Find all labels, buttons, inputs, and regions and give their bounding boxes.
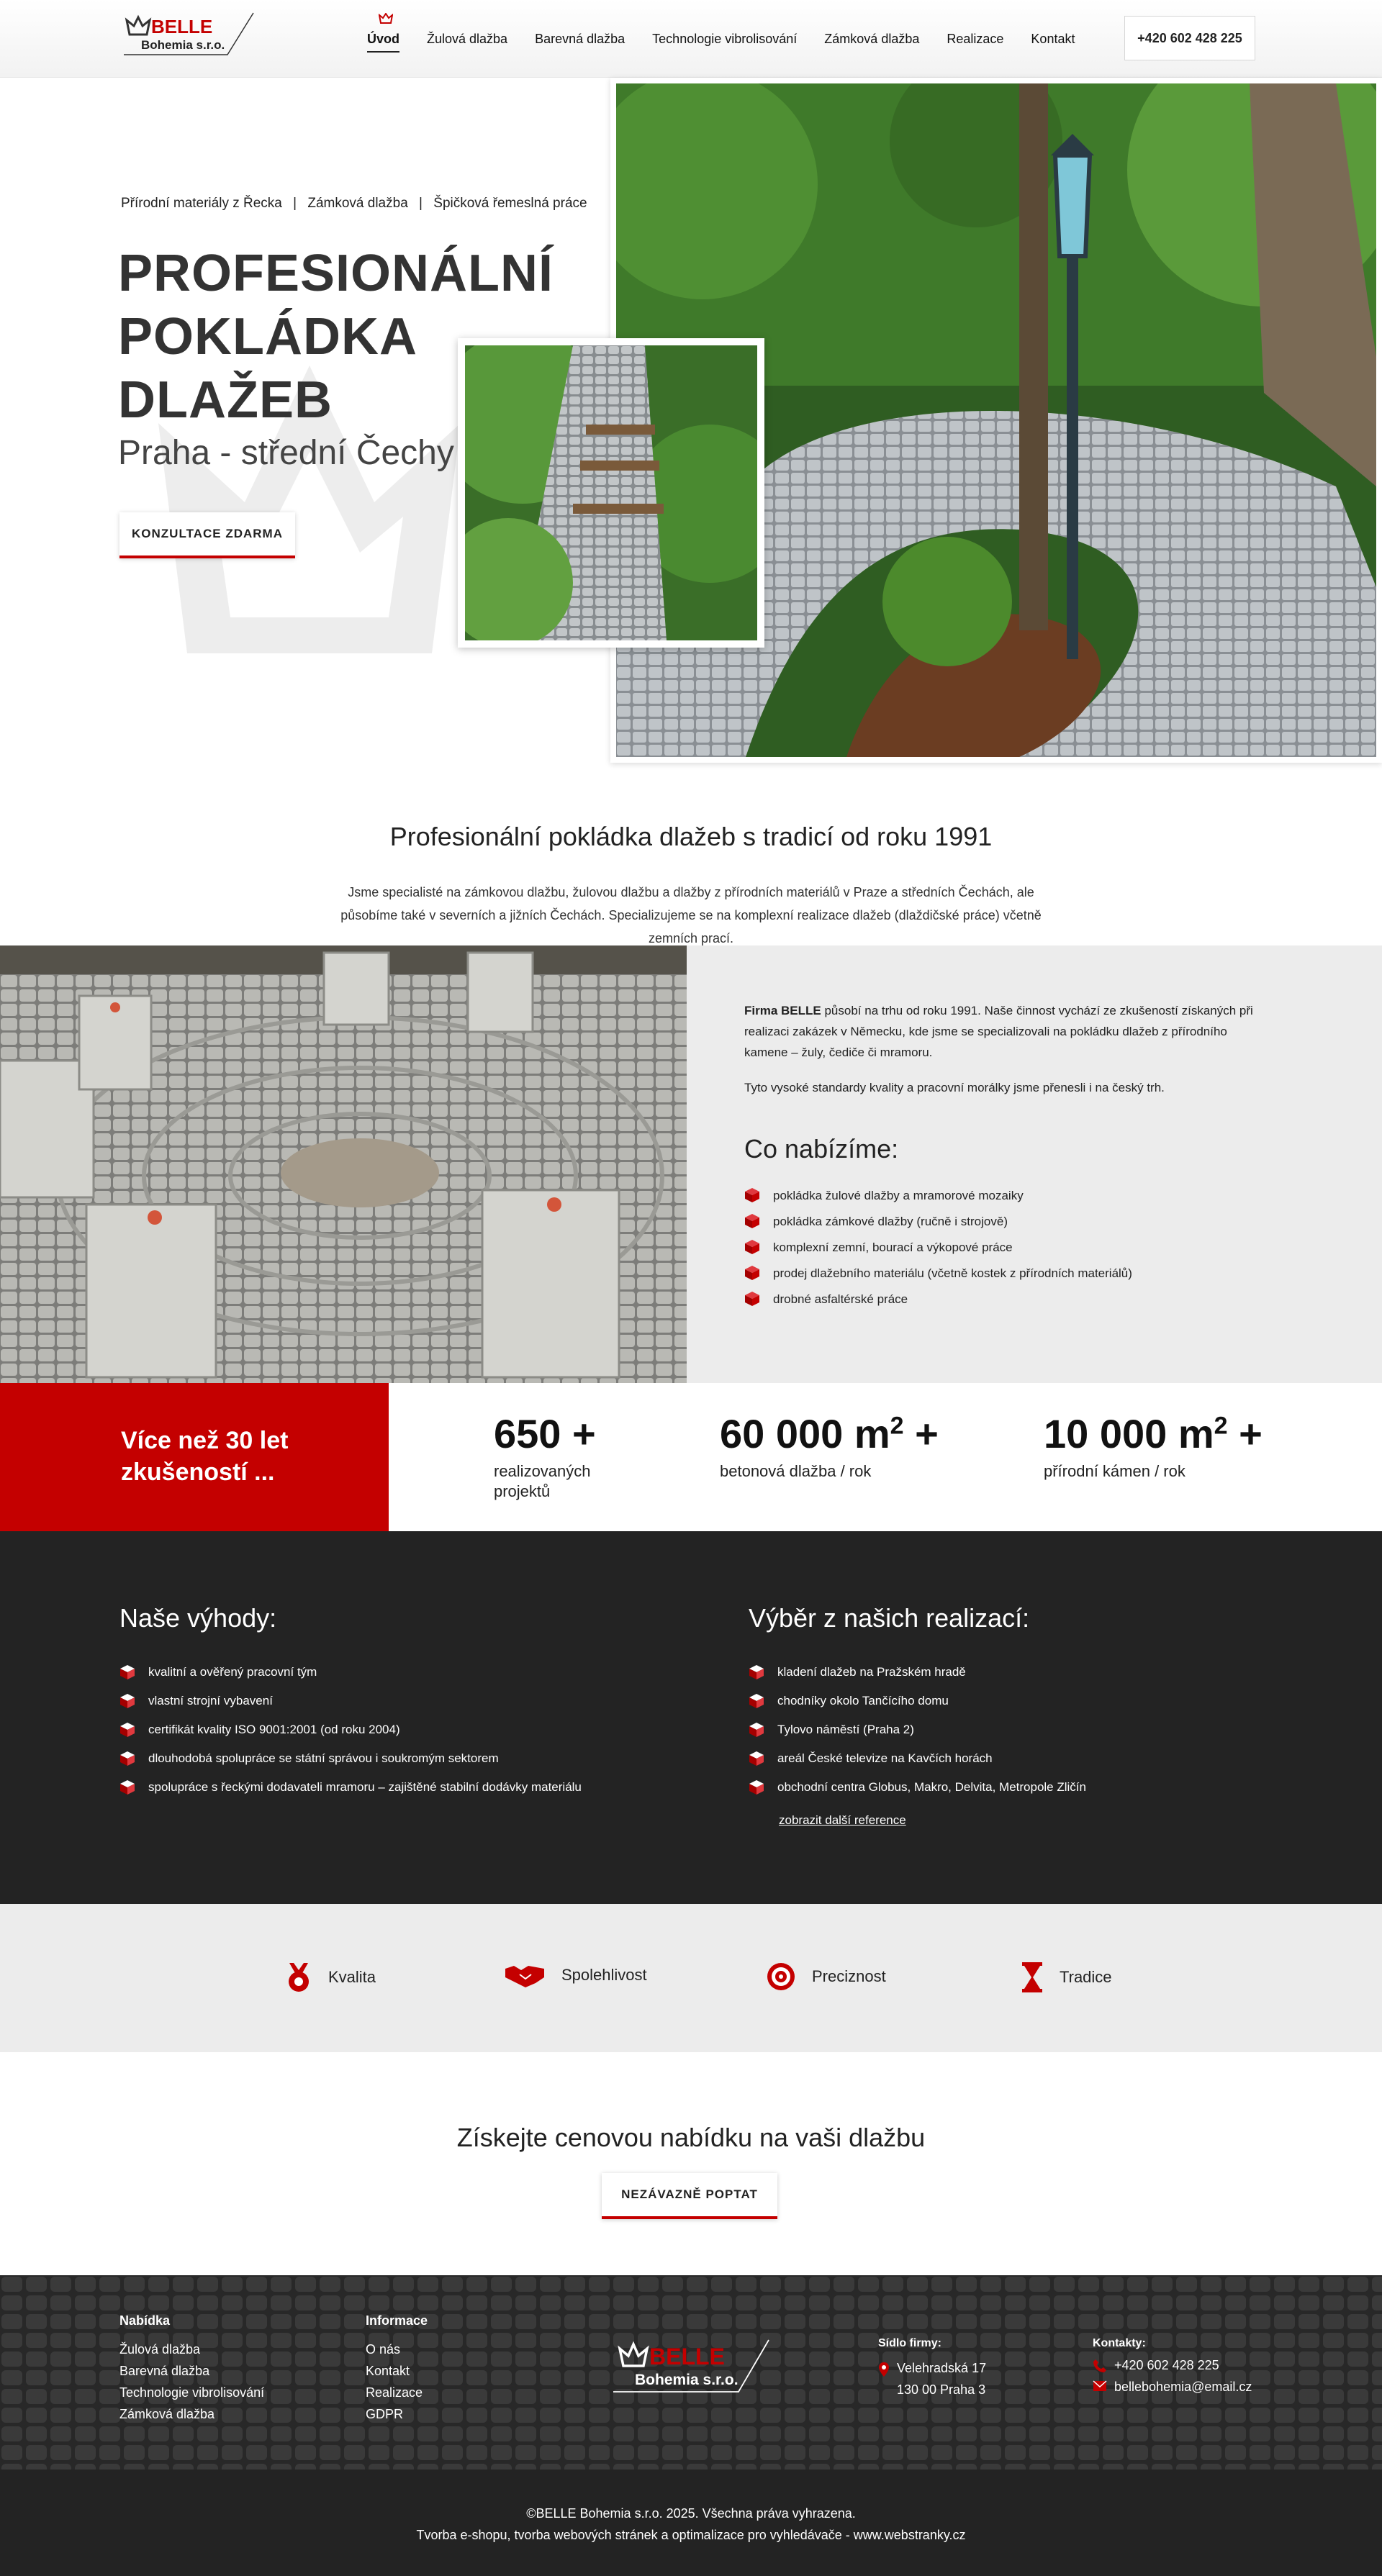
list-item-label: certifikát kvality ISO 9001:2001 (od roku 2004) <box>148 1723 400 1736</box>
crown-logo-icon <box>127 17 150 35</box>
about-p1: působí na trhu od roku 1991. Naše činnost vychází ze zkušeností získaných při realizaci zakázek v Německu, kde jsme se specializovali na pokládku dlažeb z přírodního kamene – žuly, čediče či mramoru. <box>744 1004 1253 1059</box>
medal-icon <box>285 1962 312 1993</box>
footer-contacts <box>1093 2333 1252 2398</box>
paving-photo <box>0 945 687 1383</box>
cube-bullet-icon <box>744 1187 760 1203</box>
stat-number <box>494 1410 623 1457</box>
value-label: Kvalita <box>328 1968 376 1986</box>
list-item-label: obchodní centra Globus, Makro, Delvita, Metropole Zličín <box>777 1780 1086 1794</box>
footer-heading: Kontakty: <box>1093 2337 1146 2349</box>
hero-steps-photo <box>458 338 764 648</box>
footer-link[interactable]: Realizace <box>366 2385 423 2400</box>
hourglass-icon <box>1021 1962 1044 1993</box>
address-line: Velehradská 17 <box>897 2361 987 2375</box>
references-column <box>749 1603 1296 1828</box>
advantages-heading: Naše výhody: <box>119 1603 277 1633</box>
nav-label: Úvod <box>367 31 399 46</box>
handshake-icon <box>504 1962 546 1989</box>
list-item-label: chodníky okolo Tančícího domu <box>777 1694 949 1707</box>
list-item-label: vlastní strojní vybavení <box>148 1694 273 1707</box>
firm-name: Firma BELLE <box>744 1004 821 1017</box>
cube-bullet-icon <box>744 1213 760 1229</box>
nav-item-technologie[interactable]: Technologie vibrolisování <box>652 31 798 46</box>
stat-plus: + <box>1227 1411 1263 1456</box>
email-icon <box>1093 2380 1107 2392</box>
stat-value: 650 + <box>494 1411 596 1456</box>
values-section <box>0 1904 1382 2052</box>
stat-unit-exponent: 2 <box>1214 1412 1228 1440</box>
value-label: Preciznost <box>812 1967 886 1985</box>
references-heading: Výběr z našich realizací: <box>749 1603 1030 1633</box>
cube-bullet-icon <box>749 1664 764 1680</box>
more-references-link[interactable]: zobrazit další reference <box>779 1813 906 1827</box>
hero-tagline <box>121 196 587 212</box>
stat-plus: + <box>903 1411 939 1456</box>
cube-bullet-icon <box>119 1693 135 1709</box>
value-reliability <box>504 1962 647 1989</box>
credit-link[interactable]: Tvorba e-shopu, tvorba webových stránek a optimalizace pro vyhledávače - www.webstranky.cz <box>416 2528 966 2542</box>
offer-list <box>744 1182 1257 1312</box>
hero-title-line: POKLÁDKA <box>118 308 417 366</box>
list-item <box>744 1208 1257 1234</box>
footer-link[interactable]: O nás <box>366 2342 401 2357</box>
advantages-column <box>119 1603 667 1802</box>
stat-concrete <box>720 1410 939 1482</box>
footer-link[interactable]: Zámková dlažba <box>119 2407 215 2421</box>
tagline-item: Zámková dlažba <box>307 196 408 211</box>
nav-item-zulova-dlazba[interactable]: Žulová dlažba <box>427 31 508 46</box>
list-item-label: kvalitní a ověřený pracovní tým <box>148 1665 317 1679</box>
quote-section <box>0 2052 1382 2275</box>
list-item <box>749 1773 1296 1802</box>
value-precision <box>766 1962 886 1992</box>
list-item <box>119 1658 667 1687</box>
footer-belle-logo[interactable] <box>609 2336 772 2396</box>
cube-bullet-icon <box>119 1751 135 1767</box>
tagline-item: Špičková řemeslná práce <box>433 196 587 211</box>
phone-button[interactable]: +420 602 428 225 <box>1124 16 1255 60</box>
cube-bullet-icon <box>119 1722 135 1738</box>
consultation-button[interactable]: KONZULTACE ZDARMA <box>119 512 295 558</box>
list-item <box>744 1234 1257 1260</box>
footer-link[interactable]: Technologie vibrolisování <box>119 2385 265 2400</box>
footer-heading: Informace <box>366 2313 428 2328</box>
stat-stone <box>1044 1410 1263 1482</box>
location-pin-icon <box>878 2362 890 2377</box>
list-item-label: areál České televize na Kavčích horách <box>777 1751 993 1765</box>
intro-section <box>0 725 1382 945</box>
request-quote-button[interactable]: NEZÁVAZNĚ POPTAT <box>602 2173 777 2219</box>
list-item <box>749 1658 1296 1687</box>
stat-value: 10 000 m <box>1044 1411 1214 1456</box>
footer-email-text: bellebohemia@email.cz <box>1114 2380 1252 2394</box>
footer-heading: Sídlo firmy: <box>878 2337 942 2349</box>
list-item <box>119 1744 667 1773</box>
list-item-label: dlouhodobá spolupráce se státní správou i soukromým sektorem <box>148 1751 499 1765</box>
footer-offer <box>119 2310 264 2425</box>
list-item <box>749 1687 1296 1715</box>
cube-bullet-icon <box>744 1239 760 1255</box>
value-tradition <box>1021 1962 1112 1993</box>
value-label: Tradice <box>1060 1968 1112 1986</box>
list-item <box>744 1260 1257 1286</box>
cube-bullet-icon <box>119 1664 135 1680</box>
offer-heading: Co nabízíme: <box>744 1134 899 1164</box>
cube-bullet-icon <box>744 1291 760 1307</box>
footer-link[interactable]: Barevná dlažba <box>119 2364 210 2378</box>
nav-item-realizace[interactable]: Realizace <box>947 31 1004 46</box>
svg-text:BELLE: BELLE <box>151 16 213 37</box>
target-icon <box>766 1962 796 1992</box>
stat-number <box>720 1410 939 1457</box>
tagline-separator: | <box>293 196 297 211</box>
cube-bullet-icon <box>749 1693 764 1709</box>
footer-email[interactable] <box>1093 2376 1252 2398</box>
list-item-label: pokládka zámkové dlažby (ručně i strojově) <box>773 1214 1008 1228</box>
svg-text:Bohemia s.r.o.: Bohemia s.r.o. <box>635 2372 739 2388</box>
list-item-label: prodej dlažebního materiálu (včetně kostek z přírodních materiálů) <box>773 1266 1132 1280</box>
stat-value: 60 000 m <box>720 1411 890 1456</box>
list-item-label: kladení dlažeb na Pražském hradě <box>777 1665 966 1679</box>
footer-link[interactable]: GDPR <box>366 2407 404 2421</box>
svg-text:Bohemia s.r.o.: Bohemia s.r.o. <box>141 38 225 52</box>
phone-icon <box>1093 2359 1107 2373</box>
footer-address <box>878 2357 986 2400</box>
stats-section <box>0 1383 1382 1531</box>
hero-subtitle: Praha - střední Čechy <box>118 434 454 472</box>
cube-bullet-icon <box>749 1722 764 1738</box>
list-item <box>749 1715 1296 1744</box>
footer-heading: Nabídka <box>119 2313 171 2328</box>
intro-text: Jsme specialisté na zámkovou dlažbu, žulovou dlažbu a dlažby z přírodních materiálů v Praze a středních Čechách, ale působíme také v severních a jižních Čechách. Specializujeme se na komplexní realizace dlažeb (dlaždičské práce) včetně zemních prací. <box>340 885 1042 945</box>
cube-bullet-icon <box>744 1265 760 1281</box>
quote-heading: Získejte cenovou nabídku na vaši dlažbu <box>456 2123 926 2152</box>
about-text <box>744 1000 1257 1312</box>
footer-seat <box>878 2333 986 2400</box>
list-item <box>119 1715 667 1744</box>
crown-logo-icon <box>620 2344 647 2366</box>
stat-number <box>1044 1410 1263 1457</box>
list-item <box>119 1773 667 1802</box>
cube-bullet-icon <box>749 1779 764 1795</box>
list-item-label: drobné asfaltérské práce <box>773 1292 908 1306</box>
tagline-item: Přírodní materiály z Řecka <box>121 196 282 211</box>
footer-link[interactable]: Žulová dlažba <box>119 2342 201 2357</box>
list-item-label: Tylovo náměstí (Praha 2) <box>777 1723 914 1736</box>
stat-label: přírodní kámen / rok <box>1044 1462 1185 1480</box>
about-section <box>0 945 1382 1383</box>
experience-text: Více než 30 let zkušeností ... <box>121 1427 289 1486</box>
hero-title-line: PROFESIONÁLNÍ <box>118 245 554 302</box>
address-line: 130 00 Praha 3 <box>897 2382 986 2397</box>
intro-heading: Profesionální pokládka dlažeb s tradicí od roku 1991 <box>389 822 993 851</box>
nav-item-barevna-dlazba[interactable]: Barevná dlažba <box>535 31 625 46</box>
main-nav <box>367 0 1102 78</box>
svg-text:BELLE: BELLE <box>649 2344 725 2369</box>
nav-item-kontakt[interactable]: Kontakt <box>1031 31 1075 46</box>
copyright-bar <box>0 2470 1382 2576</box>
hero-section <box>0 78 1382 725</box>
copyright-text: ©BELLE Bohemia s.r.o. 2025. Všechna práva vyhrazena. <box>526 2506 856 2521</box>
cube-bullet-icon <box>749 1751 764 1767</box>
value-quality <box>285 1962 376 1993</box>
stat-projects <box>494 1410 623 1502</box>
about-paragraph <box>744 1000 1257 1063</box>
value-label: Spolehlivost <box>561 1966 647 1984</box>
footer-info <box>366 2310 428 2425</box>
nav-item-zamkova-dlazba[interactable]: Zámková dlažba <box>824 31 920 46</box>
footer-link[interactable]: Kontakt <box>366 2364 410 2378</box>
hero-title-line: DLAŽEB <box>118 371 333 429</box>
experience-banner <box>0 1383 389 1531</box>
footer-phone-text: +420 602 428 225 <box>1114 2358 1219 2372</box>
list-item <box>744 1286 1257 1312</box>
site-header <box>0 0 1382 78</box>
list-item <box>749 1744 1296 1773</box>
site-footer <box>0 2275 1382 2470</box>
list-item-label: spolupráce s řeckými dodavateli mramoru – zajištěné stabilní dodávky materiálu <box>148 1780 582 1794</box>
nav-item-uvod[interactable] <box>367 32 399 47</box>
stat-label: betonová dlažba / rok <box>720 1462 872 1480</box>
advantages-list <box>119 1658 667 1802</box>
stat-unit-exponent: 2 <box>890 1412 904 1440</box>
list-item <box>744 1182 1257 1208</box>
references-list <box>749 1658 1296 1802</box>
tagline-separator: | <box>419 196 423 211</box>
crown-icon <box>379 13 393 24</box>
list-item-label: pokládka žulové dlažby a mramorové mozaiky <box>773 1188 1024 1202</box>
advantages-section <box>0 1531 1382 1904</box>
about-paragraph: Tyto vysoké standardy kvality a pracovní morálky jsme přenesli i na český trh. <box>744 1081 1165 1094</box>
footer-phone[interactable] <box>1093 2354 1252 2376</box>
stat-label: realizovaných projektů <box>494 1462 591 1500</box>
belle-logo[interactable] <box>119 10 256 59</box>
list-item <box>119 1687 667 1715</box>
cube-bullet-icon <box>119 1779 135 1795</box>
list-item-label: komplexní zemní, bourací a výkopové práce <box>773 1240 1013 1254</box>
